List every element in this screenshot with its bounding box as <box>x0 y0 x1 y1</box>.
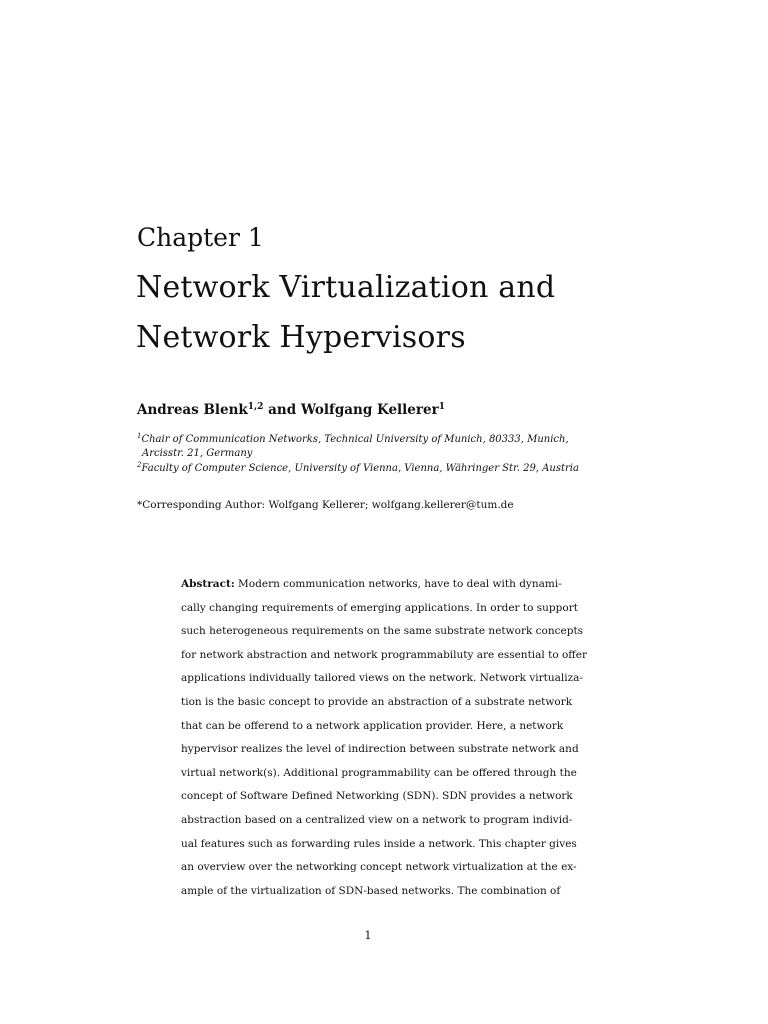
abstract-line: virtual network(s). Additional programmability can be offered through the <box>181 766 577 779</box>
chapter-title-line-1: Network Virtualization and <box>136 270 556 305</box>
abstract-line <box>181 573 562 597</box>
abstract-line: concept of Software Defined Networking (SDN). SDN provides a network <box>181 790 573 803</box>
abstract-label: Abstract: <box>181 578 235 590</box>
abstract-line: an overview over the networking concept network virtualization at the ex- <box>181 861 577 874</box>
abstract-line: hypervisor realizes the level of indirection between substrate network and <box>181 743 579 756</box>
corresponding-author: *Corresponding Author: Wolfgang Kellerer; wolfgang.kellerer@tum.de <box>137 499 514 511</box>
author-name: Andreas Blenk <box>137 402 248 418</box>
page-number: 1 <box>364 929 372 942</box>
author-affiliation-mark: 1 <box>438 402 445 412</box>
affiliation-mark: 2 <box>137 461 142 469</box>
affiliation-2 <box>137 462 579 476</box>
affiliation-text: Faculty of Computer Science, University of Vienna, Vienna, Währinger Str. 29, Austria <box>141 463 579 474</box>
affiliation-1 <box>137 433 569 447</box>
affiliation-text: Chair of Communication Networks, Technical University of Munich, 80333, Munich, <box>141 434 569 445</box>
author-name: Wolfgang Kellerer <box>300 402 439 418</box>
affiliation-1-continued: Arcisstr. 21, Germany <box>142 448 253 459</box>
abstract-line: such heterogeneous requirements on the same substrate network concepts <box>181 625 584 638</box>
author-line <box>137 400 445 420</box>
affiliation-mark: 1 <box>137 432 142 440</box>
abstract <box>181 573 587 903</box>
abstract-line: ample of the virtualization of SDN-based networks. The combination of <box>181 884 561 897</box>
abstract-line: that can be offerend to a network application provider. Here, a network <box>181 719 564 732</box>
chapter-title-line-2: Network Hypervisors <box>136 320 466 355</box>
abstract-line: ual features such as forwarding rules inside a network. This chapter gives <box>181 837 577 850</box>
abstract-line: applications individually tailored views on the network. Network virtualiza- <box>181 672 583 685</box>
abstract-text: Modern communication networks, have to deal with dynami- <box>234 578 562 590</box>
author-connector: and <box>263 402 301 418</box>
abstract-line: tion is the basic concept to provide an abstraction of a substrate network <box>181 695 573 708</box>
abstract-line: abstraction based on a centralized view on a network to program individ- <box>181 813 573 826</box>
abstract-line: cally changing requirements of emerging applications. In order to support <box>181 601 578 614</box>
chapter-label: Chapter 1 <box>137 223 264 252</box>
author-affiliation-mark: 1,2 <box>247 402 264 412</box>
abstract-line: for network abstraction and network programmabiluty are essential to offer <box>181 648 587 661</box>
